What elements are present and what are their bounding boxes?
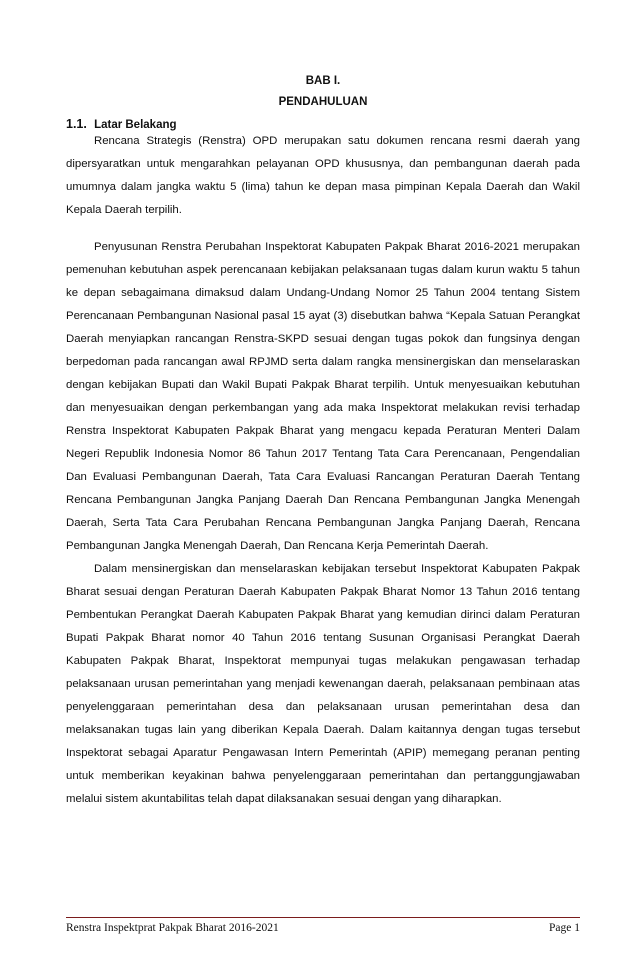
paragraph-2: Penyusunan Renstra Perubahan Inspektorat Kabupaten Pakpak Bharat 2016-2021 merupakan pemenuhan kebutuhan aspek perencanaan kebijakan pelaksanaan tugas dalam kurun waktu 5 tahun ke depan sebagaimana dimaksud dalam Undang-Undang Nomor 25 Tahun 2004 tentang Sistem Perencanaan Pembangunan Nasional pasal 15 ayat (3) disebutkan bahwa “Kepala Satuan Perangkat Daerah menyiapkan rancangan Renstra-SKPD sesuai dengan tugas pokok dan fungsinya dengan berpedoman pada rancangan awal RPJMD serta dalam rangka mensinergiskan dan menselaraskan dengan kebijakan Bupati dan Wakil Bupati Pakpak Bharat terpilih. Untuk menyesuaikan kebutuhan dan menyesuaikan dengan perkembangan yang ada maka Inspektorat melakukan revisi terhadap Renstra Inspektorat Kabupaten Pakpak Bharat yang mengacu kepada Peraturan Menteri Dalam Negeri Republik Indonesia Nomor 86 Tahun 2017 Tentang Tata Cara Perencanaan, Pengendalian Dan Evaluasi Pembangunan Daerah, Tata Cara Evaluasi Rancangan Peraturan Daerah Tentang Rencana Pembangunan Jangka Panjang Daerah Dan Rencana Pembangunan Jangka Menengah Daerah, Serta Tata Cara Perubahan Rencana Pembangunan Jangka Panjang Daerah, Rencana Pembangunan Jangka Menengah Daerah, Dan Rencana Kerja Pemerintah Daerah. xyxy=(66,241,580,552)
paragraph-3: Dalam mensinergiskan dan menselaraskan kebijakan tersebut Inspektorat Kabupaten Pakpak Bharat sesuai dengan Peraturan Daerah Kabupaten Pakpak Bharat Nomor 13 Tahun 2016 tentang Pembentukan Perangkat Daerah Kabupaten Pakpak Bharat yang kemudian dirinci dalam Peraturan Bupati Pakpak Bharat nomor 40 Tahun 2016 tentang Susunan Organisasi Perangkat Daerah Kabupaten Pakpak Bharat, Inspektorat mempunyai tugas melakukan pengawasan terhadap pelaksanaan urusan pemerintahan yang menjadi kewenangan daerah, pelaksanaan pembinaan atas penyelenggaraan pemerintahan desa dan pelaksanaan urusan pemerintahan desa dan melaksanakan tugas lain yang diberikan Kepala Daerah. Dalam kaitannya dengan tugas tersebut Inspektorat sebagai Aparatur Pengawasan Intern Pemerintah (APIP) memegang peranan penting untuk memberikan keyakinan bahwa penyelenggaraan pemerintahan dan pertanggungjawaban melalui sistem akuntabilitas telah dapat dilaksanakan sesuai dengan yang diharapkan. xyxy=(66,563,580,805)
footer-divider xyxy=(66,917,580,918)
footer-document-title: Renstra Inspektprat Pakpak Bharat 2016-2021 xyxy=(66,922,279,934)
chapter-title: PENDAHULUAN xyxy=(278,96,368,108)
page-content xyxy=(66,74,580,811)
paragraph-1: Rencana Strategis (Renstra) OPD merupakan satu dokumen rencana resmi daerah yang dipersyaratkan untuk mengarahkan pelayanan OPD khususnya, dan pembangunan daerah pada umumnya dalam jangka waktu 5 (lima) tahun ke depan masa pimpinan Kepala Daerah dan Wakil Kepala Daerah terpilih. xyxy=(66,135,580,216)
section-title: Latar Belakang xyxy=(94,119,177,131)
footer-page-number: Page 1 xyxy=(549,922,580,934)
section-number: 1.1. xyxy=(66,117,87,131)
chapter-label: BAB I. xyxy=(305,75,341,87)
